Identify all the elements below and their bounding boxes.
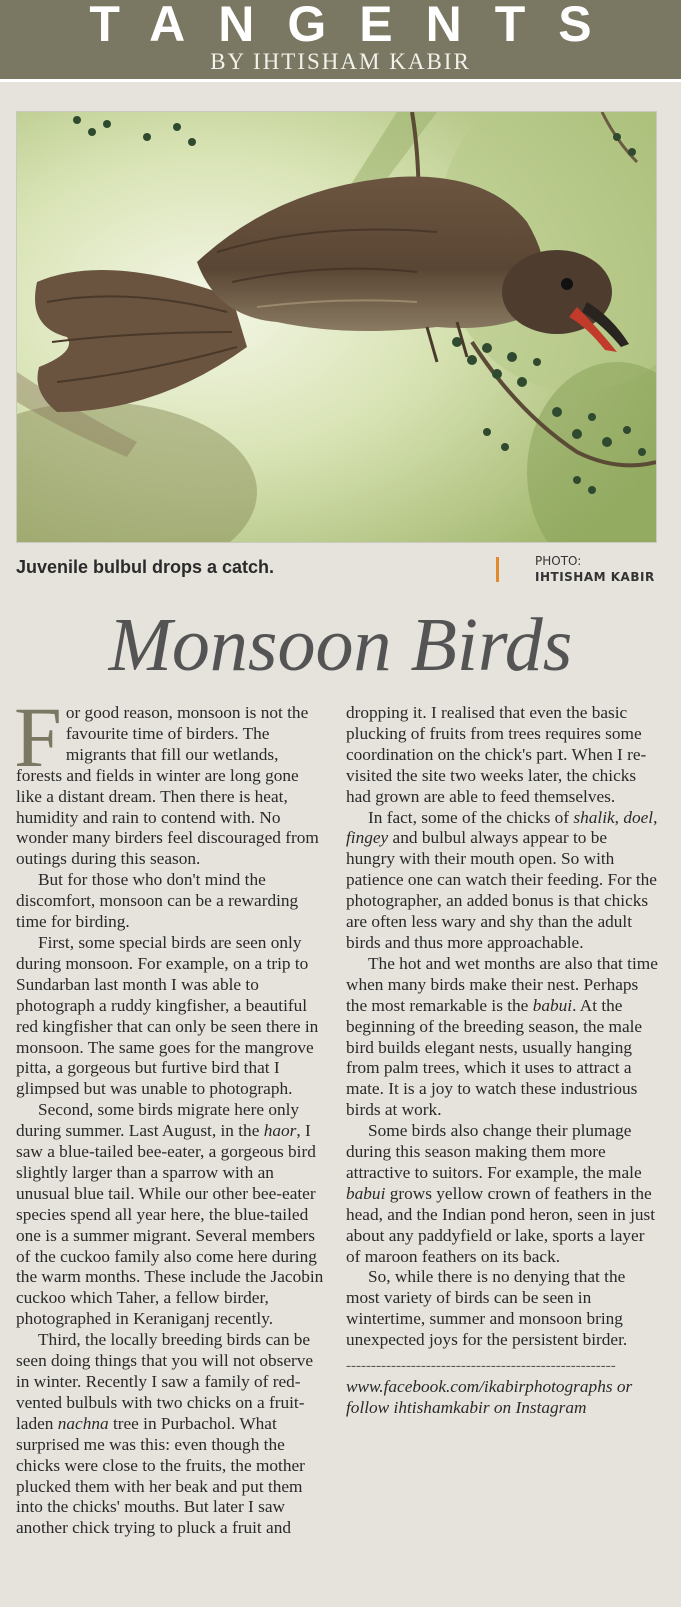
credit-name: IHTISHAM KABIR — [535, 570, 655, 584]
paragraph-3: First, some special birds are seen only during monsoon. For example, on a trip to Sundarban last month I was able to photograph a ruddy kingfisher, a beautiful red kingfisher that can only be seen there in monsoon. The same goes for the mangrove pitta, a gorgeous but furtive bird that I glimpsed but was unable to photograph. — [16, 932, 319, 1099]
paragraph-1: For good reason, monsoon is not the favourite time of birders. The migrants that fill our wetlands, forests and fields in winter are long gone like a distant dream. Then there is heat, humidity and rain to contend with. No wonder many birders feel discouraged from outings during this season. — [14, 689, 319, 869]
masthead-divider — [0, 79, 681, 82]
article-column-right — [346, 703, 658, 1419]
photo-credit — [535, 553, 655, 585]
paragraph-4: Second, some birds migrate here only during summer. Last August, in the haor, I saw a blue-tailed bee-eater, a gorgeous bird slightly larger than a sparrow with an unusual blue tail. While our other bee-eater species spend all year here, the blue-tailed one is a summer migrant. Several members of the cuckoo family also come here during the warm months. These include the Jacobin cuckoo which Taher, a fellow birder, photographed in Keraniganj recently. — [16, 1100, 324, 1329]
paragraph-5-continued: dropping it. I realised that even the basic plucking of fruits from trees requires some coordination on the chick's part. When I re-visited the site two weeks later, the chicks had grown are able to feed themselves. — [346, 703, 647, 806]
paragraph-5: Third, the locally breeding birds can be seen doing things that you will not observe in winter. Recently I saw a family of red-vented bulbuls with two chicks on a fruit-laden nachna tree in Purbachol. What surprised me was this: even though the chicks were close to the fruits, the mother plucked them with her beak and put them into the chicks' mouths. But later I saw another chick trying to pluck a fruit and — [16, 1330, 314, 1538]
credit-label: PHOTO: — [535, 554, 582, 568]
footer-divider: ------------------------------------------------------ — [346, 1359, 616, 1374]
photo-caption: Juvenile bulbul drops a catch. — [16, 557, 275, 577]
social-footer: www.facebook.com/ikabirphotographs or follow ihtishamkabir on Instagram — [346, 1377, 633, 1417]
byline: BY IHTISHAM KABIR — [210, 49, 471, 74]
article-headline: Monsoon Birds — [108, 603, 573, 687]
paragraph-7: The hot and wet months are also that time when many birds make their nest. Perhaps the most remarkable is the babui. At the beginning of the breeding season, the male bird builds elegant nests, usually hanging from palm trees, which it uses to attract a mate. It is a joy to watch these industrious birds at work. — [346, 953, 658, 1120]
paragraph-2: But for those who don't mind the discomfort, monsoon can be a rewarding time for birding. — [16, 870, 299, 932]
drop-cap: F — [14, 689, 62, 785]
bulbul-photo — [16, 111, 657, 543]
column-title: TANGENTS — [89, 0, 625, 52]
paragraph-9: So, while there is no denying that the most variety of birds can be seen in wintertime, summer and monsoon bring unexpected joys for the persistent birder. — [346, 1267, 628, 1350]
masthead — [0, 0, 681, 79]
paragraph-6: In fact, some of the chicks of shalik, doel, fingey and bulbul always appear to be hungry with their mouth open. So with patience one can watch their feeding. For the photographer, an added bonus is that chicks are often less wary and shy than the adult birds and thus more approachable. — [346, 807, 658, 952]
credit-accent-bar — [496, 557, 499, 582]
article-column-left — [14, 689, 328, 1539]
paragraph-8: Some birds also change their plumage during this season making them more attractive to suitors. For example, the male babui grows yellow crown of feathers in the head, and the Indian pond heron, seen in just about any paddyfield or lake, sports a layer of maroon feathers on its back. — [346, 1121, 656, 1266]
